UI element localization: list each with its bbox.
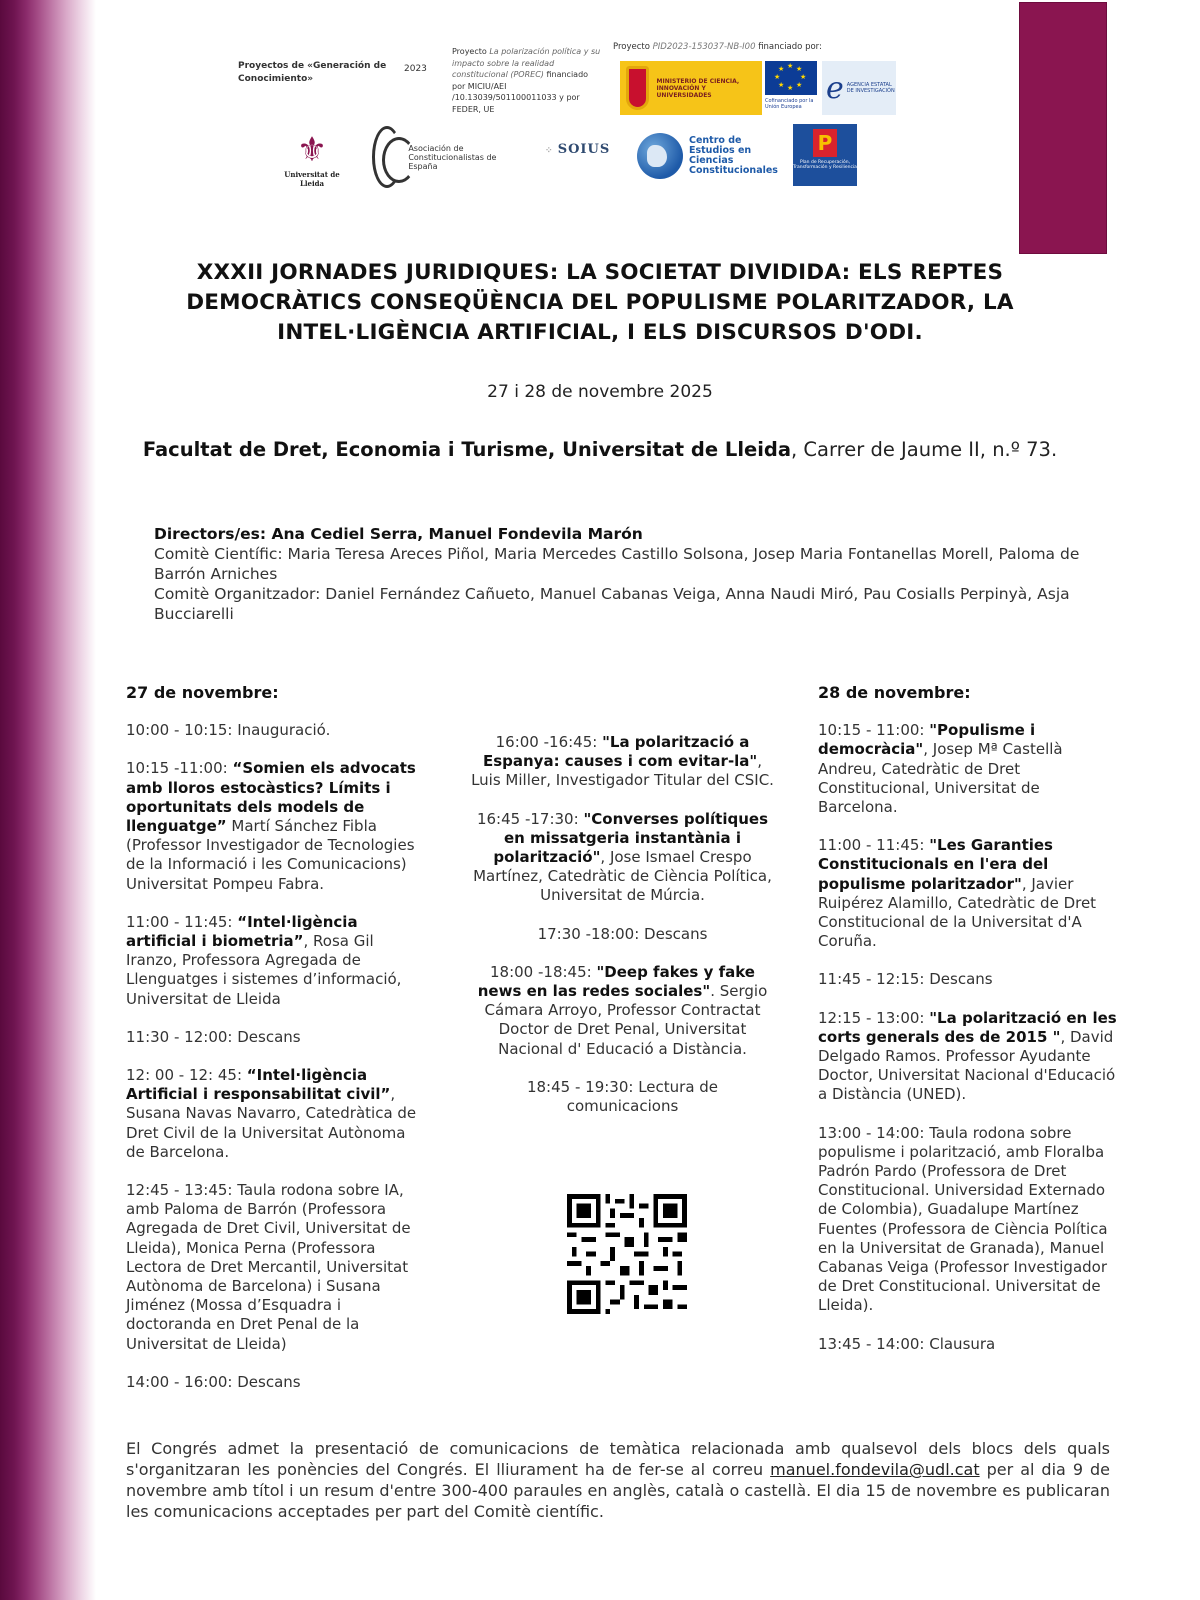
item-time: 10:15 - 11:00: bbox=[818, 721, 930, 740]
program-day2-column bbox=[818, 683, 1118, 1373]
item-time: 11:30 - 12:00: Descans bbox=[126, 1027, 301, 1046]
venue-name: Facultat de Dret, Economia i Turisme, Universitat de Lleida bbox=[142, 438, 792, 461]
directors-line: Directors/es: Ana Cediel Serra, Manuel Fondevila Marón bbox=[154, 525, 643, 543]
item-speaker: , Luis Miller, Investigador Titular del CSIC. bbox=[471, 752, 774, 790]
project-funding: financiado por MICIU/AEI /10.13039/501100011033 y por FEDER, UE bbox=[452, 70, 589, 114]
globe-icon bbox=[637, 133, 683, 179]
item-speaker: , Javier Ruipérez Alamillo, Catedràtic de Dret Constitucional de la Universitat d'A Coruña. bbox=[818, 874, 1097, 951]
item-talk-title: “Intel·ligència Artificial i responsabilitat civil” bbox=[126, 1066, 391, 1104]
eu-logo bbox=[765, 61, 820, 115]
project-description bbox=[452, 46, 602, 115]
program-item bbox=[818, 836, 1118, 951]
project-code-line bbox=[613, 42, 822, 52]
project-pre: Proyecto bbox=[452, 47, 487, 56]
eu-logo-text: Cofinanciado por la Unión Europea bbox=[765, 98, 814, 110]
aei-logo-text: AGENCIA ESTATAL DE INVESTIGACIÓN bbox=[846, 82, 895, 94]
ace-emblem-icon bbox=[372, 126, 402, 188]
item-time: 13:45 - 14:00: Clausura bbox=[818, 1334, 996, 1353]
scientific-committee: Comitè Científic: Maria Teresa Areces Piñol, Maria Mercedes Castillo Solsona, Josep Maria Fontanellas Morell, Paloma de Barrón Arniches bbox=[154, 545, 1080, 583]
prtr-logo-text: Plan de Recuperación, Transformación y Resiliencia bbox=[793, 160, 857, 170]
cecc-logo bbox=[637, 133, 789, 179]
program-item bbox=[470, 925, 775, 944]
program-item bbox=[470, 1078, 775, 1116]
program-item bbox=[470, 963, 775, 1059]
item-talk-title: "Deep fakes y fake news en las redes sociales" bbox=[477, 962, 755, 1001]
item-time: 16:45 -17:30: bbox=[476, 809, 584, 828]
udl-logo-text: Universitat de Lleida bbox=[284, 170, 340, 188]
item-time: 12:15 - 13:00: bbox=[818, 1008, 930, 1027]
soius-logo-text: SOIUS bbox=[557, 142, 611, 157]
project-title: La polarización política y su impacto sobre la realidad constitucional (POREC) bbox=[452, 47, 601, 79]
item-time: 17:30 -18:00: Descans bbox=[537, 924, 708, 943]
committee-block bbox=[154, 524, 1110, 624]
item-speaker: . Sergio Cámara Arroyo, Professor Contractat Doctor de Dret Penal, Universitat Nacional d' Educació a Distància. bbox=[484, 982, 768, 1058]
soius-logo bbox=[545, 142, 610, 157]
item-talk-title: "Converses polítiques en missatgeria instantània i polarització" bbox=[493, 809, 769, 867]
submission-notice bbox=[126, 1438, 1110, 1522]
project-label: Proyectos de «Generación de Conocimiento» bbox=[238, 61, 387, 84]
item-speaker: , Susana Navas Navarro, Catedràtica de Dret Civil de la Universitat Autònoma de Barcelona. bbox=[126, 1085, 417, 1161]
program-item bbox=[818, 970, 1118, 989]
day2-heading: 28 de novembre: bbox=[818, 683, 971, 702]
item-time: 13:00 - 14:00: Taula rodona sobre populisme i polarització, amb Floralba Padrón Pardo (Professora de Dret Constitucional. Universidad Externado de Colombia), Guadalupe Martínez Fuentes (Professora de Ciència Política en la Universitat de Granada), Manuel Cabanas Veiga (Professor Investigador de Dret Constitucional. Universitat de Lleida). bbox=[818, 1123, 1108, 1315]
item-speaker: , Jose Ismael Crespo Martínez, Catedràtic de Ciència Política, Universitat de Múrcia. bbox=[473, 848, 772, 905]
item-time: 11:45 - 12:15: Descans bbox=[818, 970, 993, 989]
item-time: 14:00 - 16:00: Descans bbox=[126, 1372, 301, 1391]
project-year: 2023 bbox=[404, 64, 427, 74]
item-time: 16:00 -16:45: bbox=[495, 733, 603, 751]
program-item bbox=[126, 913, 426, 1009]
program-item bbox=[126, 721, 426, 740]
project2-pre: Proyecto bbox=[613, 42, 650, 52]
item-speaker: , Rosa Gil Iranzo, Professora Agregada de Llenguatges i sistemes d’informació, Universitat de Lleida bbox=[126, 932, 402, 1008]
qr-code[interactable] bbox=[567, 1194, 687, 1314]
program-day1-column bbox=[126, 683, 426, 1411]
corner-accent-block bbox=[1019, 2, 1107, 254]
item-time: 12:45 - 13:45: Taula rodona sobre IA, amb Paloma de Barrón (Professora Agregada de Dret Civil, Universitat de Lleida), Monica Perna (Professora Lectora de Dret Mercantil, Universitat Autònoma de Barcelona) i Susana Jiménez (Mossa d’Esquadra i doctoranda en Dret Penal de la Universitat de Lleida) bbox=[126, 1181, 411, 1353]
notice-text-after: per al dia 9 de novembre amb títol i un resum d'entre 300-400 paraules en anglès, català o castellà. El dia 15 de novembre es publicaran les comunicacions acceptades per part del Comitè científic. bbox=[126, 1460, 1111, 1521]
ministerio-logo-text: MINISTERIO DE CIENCIA, INNOVACIÓN Y UNIVERSIDADES bbox=[656, 77, 740, 99]
day1-heading: 27 de novembre: bbox=[126, 683, 279, 702]
ace-logo-text: Asociación de Constitucionalistas de España bbox=[408, 143, 497, 171]
program-item bbox=[818, 1335, 1118, 1354]
program-item bbox=[818, 1009, 1118, 1105]
program-item bbox=[818, 1124, 1118, 1316]
program-item bbox=[470, 810, 775, 906]
item-talk-title: "La polarització en les corts generals des de 2015 " bbox=[818, 1008, 1117, 1046]
event-dates: 27 i 28 de novembre 2025 bbox=[487, 382, 713, 402]
item-talk-title: “Somien els advocats amb lloros estocàstics? Límits i oportunitats dels models de llenguatge” bbox=[126, 759, 416, 836]
item-time: 10:00 - 10:15: Inauguració. bbox=[126, 721, 331, 740]
contact-email-link[interactable]: manuel.fondevila@udl.cat bbox=[770, 1460, 980, 1479]
soius-dots-icon: ⁘ bbox=[545, 146, 558, 156]
program-item bbox=[126, 1181, 426, 1354]
program-item bbox=[470, 733, 775, 791]
program-item bbox=[126, 1066, 426, 1162]
program-item bbox=[126, 1373, 426, 1392]
program-item bbox=[126, 759, 426, 893]
program-day1-afternoon-column bbox=[470, 733, 775, 1135]
aei-logo bbox=[822, 61, 896, 115]
item-talk-title: "La polarització a Espanya: causes i com evitar-la" bbox=[482, 733, 758, 771]
event-venue bbox=[100, 438, 1100, 461]
event-title: XXXII JORNADES JURIDIQUES: LA SOCIETAT DIVIDIDA: ELS REPTES DEMOCRÀTICS CONSEQÜÈNCIA DEL POPULISME POLARITZADOR, LA INTEL·LIGÈNCIA ARTIFICIAL, I ELS DISCURSOS D'ODI. bbox=[186, 260, 1014, 345]
prtr-logo bbox=[793, 124, 857, 186]
program-item bbox=[126, 1028, 426, 1047]
program-item bbox=[818, 721, 1118, 817]
spain-crest-icon bbox=[626, 66, 649, 110]
item-speaker: , David Delgado Ramos. Professor Ayudante Doctor, Universitat Nacional d'Educació a Distància (UNED). bbox=[818, 1027, 1116, 1104]
item-time: 10:15 -11:00: bbox=[126, 759, 233, 778]
udl-logo bbox=[272, 130, 352, 192]
ace-logo bbox=[372, 124, 522, 190]
cecc-logo-text: Centro de Estudios en Ciencias Constitucionales bbox=[689, 135, 778, 176]
udl-emblem-icon: ⚜ bbox=[296, 130, 328, 170]
item-time: 11:00 - 11:45: bbox=[818, 836, 930, 855]
item-talk-title: "Les Garanties Constitucionals en l'era del populisme polaritzador" bbox=[818, 836, 1053, 893]
prtr-mark-icon: P bbox=[813, 129, 837, 157]
item-time: 11:00 - 11:45: bbox=[126, 912, 238, 931]
item-time: 18:00 -18:45: bbox=[490, 962, 597, 981]
item-speaker: Martí Sánchez Fibla (Professor Investigador de Tecnologies de la Informació i les Comunicacions) Universitat Pompeu Fabra. bbox=[126, 817, 415, 893]
aei-mark-icon: e bbox=[826, 70, 844, 106]
organizing-committee: Comitè Organitzador: Daniel Fernández Cañueto, Manuel Cabanas Veiga, Anna Naudi Miró, Pau Cosialls Perpinyà, Asja Bucciarelli bbox=[154, 585, 1070, 623]
item-talk-title: "Populisme i democràcia" bbox=[818, 721, 1036, 759]
project2-code: PID2023-153037-NB-I00 bbox=[652, 42, 756, 52]
left-gradient-band bbox=[0, 0, 96, 1600]
ministerio-logo bbox=[620, 61, 762, 115]
item-time: 18:45 - 19:30: Lectura de comunicacions bbox=[526, 1077, 719, 1116]
item-speaker: , Josep Mª Castellà Andreu, Catedràtic de Dret Constitucional, Universitat de Barcelona. bbox=[818, 740, 1063, 817]
eu-flag-icon: ★ ★ ★ ★ ★ ★ ★ ★ bbox=[765, 61, 817, 95]
item-time: 12: 00 - 12: 45: bbox=[126, 1066, 247, 1085]
item-talk-title: “Intel·ligència artificial i biometria” bbox=[126, 912, 358, 951]
venue-address: , Carrer de Jaume II, n.º 73. bbox=[791, 438, 1058, 461]
notice-text-before: El Congrés admet la presentació de comunicacions de temàtica relacionada amb qualsevol dels blocs dels quals s'organitzaran les ponències del Congrés. El lliurament ha de fer-se al correu bbox=[126, 1439, 1110, 1479]
project2-post: financiado por: bbox=[758, 42, 822, 52]
